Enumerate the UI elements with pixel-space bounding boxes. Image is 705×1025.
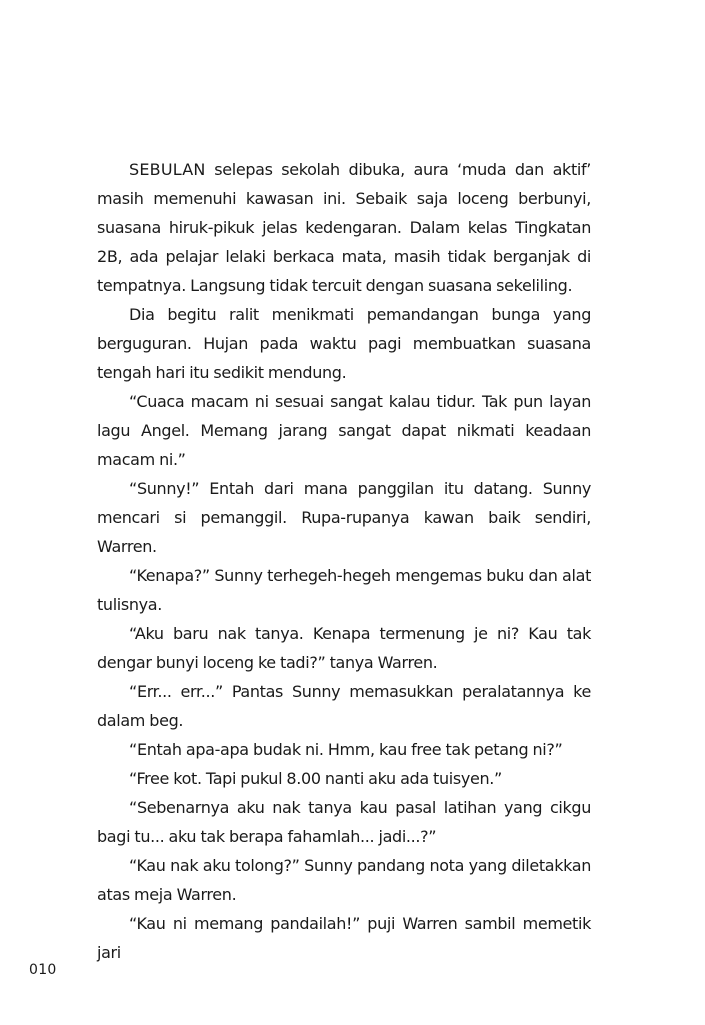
- page-body-text: [97, 155, 591, 967]
- page-number: 010: [29, 962, 57, 978]
- chapter-lead-word: SEBULAN: [129, 160, 206, 179]
- paragraph-1-text: selepas sekolah dibuka, aura ‘muda dan aktif’ masih memenuhi kawasan ini. Sebaik saja loceng berbunyi, suasana hiruk-pikuk jelas kedengaran. Dalam kelas Tingkatan 2B, ada pelajar lelaki berkaca mata, masih tidak berganjak di tempatnya. Langsung tidak tercuit dengan suasana sekeliling.: [97, 160, 591, 295]
- paragraph-12: “Kau ni memang pandailah!” puji Warren sambil memetik jari: [97, 914, 591, 962]
- paragraph-5: “Kenapa?” Sunny terhegeh-hegeh mengemas buku dan alat tulisnya.: [97, 566, 591, 614]
- paragraph-8: “Entah apa-apa budak ni. Hmm, kau free tak petang ni?”: [129, 740, 563, 759]
- paragraph-6: “Aku baru nak tanya. Kenapa termenung je ni? Kau tak dengar bunyi loceng ke tadi?” tanya Warren.: [97, 624, 591, 672]
- paragraph-2: Dia begitu ralit menikmati pemandangan bunga yang berguguran. Hujan pada waktu pagi membuatkan suasana tengah hari itu sedikit mendung.: [97, 305, 591, 382]
- paragraph-7: “Err... err...” Pantas Sunny memasukkan peralatannya ke dalam beg.: [97, 682, 591, 730]
- paragraph-3: “Cuaca macam ni sesuai sangat kalau tidur. Tak pun layan lagu Angel. Memang jarang sangat dapat nikmati keadaan macam ni.”: [97, 392, 591, 469]
- paragraph-9: “Free kot. Tapi pukul 8.00 nanti aku ada tuisyen.”: [129, 769, 502, 788]
- paragraph-4: “Sunny!” Entah dari mana panggilan itu datang. Sunny mencari si pemanggil. Rupa-rupanya kawan baik sendiri, Warren.: [97, 479, 591, 556]
- paragraph-10: “Sebenarnya aku nak tanya kau pasal latihan yang cikgu bagi tu... aku tak berapa fahamlah... jadi...?”: [97, 798, 591, 846]
- paragraph-11: “Kau nak aku tolong?” Sunny pandang nota yang diletakkan atas meja Warren.: [97, 856, 591, 904]
- paragraph-1: [97, 155, 591, 300]
